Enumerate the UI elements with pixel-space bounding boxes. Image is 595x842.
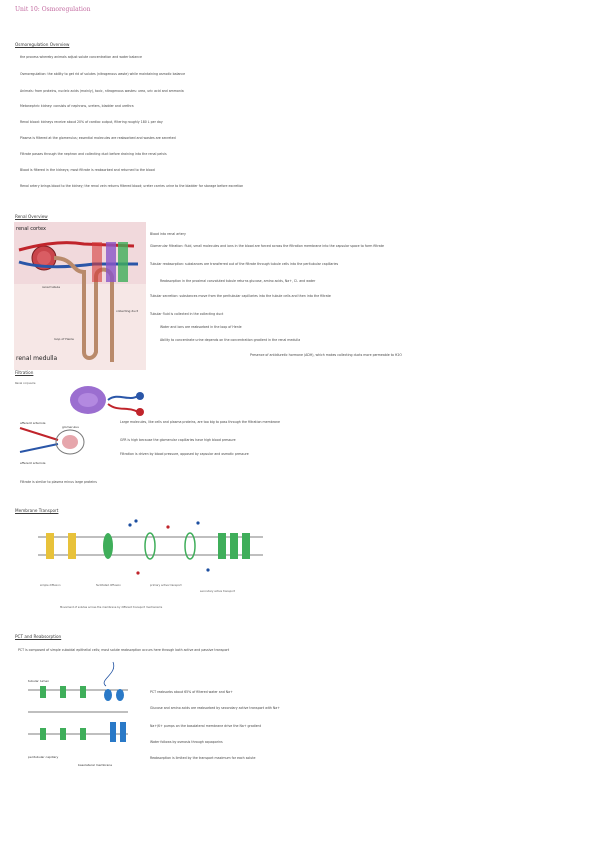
- transport-label: secondary active transport: [200, 590, 235, 593]
- section-heading-renal: Renal Overview: [15, 214, 48, 219]
- basal-label: basolateral membrane: [78, 763, 113, 767]
- pct-point: PCT reabsorbs about 65% of filtered water and Na+: [150, 690, 233, 694]
- text-line: the process whereby animals adjust solute concentration and water balance: [20, 55, 142, 59]
- pct-point: Reabsorption is limited by the transport maximum for each solute: [150, 756, 256, 760]
- renal-point: Glomerular filtration: fluid, small molecules and ions in the blood are forced across the filtration membrane into the capsular space to form filtrate: [150, 244, 384, 248]
- pct-intro: PCT is composed of simple cuboidal epithelial cells; most solute reabsorption occurs here through both active and passive transport: [18, 648, 230, 652]
- text-line: Osmoregulation: the ability to get rid of solutes (nitrogenous waste) while maintaining osmotic balance: [20, 72, 186, 76]
- pct-point: Water follows by osmosis through aquaporins: [150, 740, 223, 744]
- filtration-point: GFR is high because the glomerular capillaries have high blood pressure: [120, 438, 236, 442]
- lumen-label: tubular lumen: [28, 679, 50, 683]
- renal-point: Tubular fluid is collected in the collecting duct: [150, 312, 224, 316]
- pct-diagram: [18, 660, 143, 770]
- text-line: Renal blood: kidneys receive about 20% of cardiac output, filtering roughly 180 L per day: [20, 120, 163, 124]
- tubule-label: renal tubule: [42, 285, 61, 289]
- text-line: Blood is filtered in the kidneys; most filtrate is reabsorbed and returned to the blood: [20, 168, 155, 172]
- renal-cortex-label: renal cortex: [16, 226, 47, 232]
- renal-point: Water and ions are reabsorbed in the loop of Henle: [160, 325, 242, 329]
- capsule-diagram: [18, 418, 108, 468]
- efferent-label: efferent arteriole: [20, 461, 46, 465]
- transport-label: primary active transport: [150, 584, 182, 587]
- renal-point: Blood into renal artery: [150, 232, 186, 236]
- text-line: Metanephric kidney: consists of nephrons, ureters, bladder and urethra: [20, 104, 134, 108]
- capillary-label: peritubular capillary: [28, 755, 59, 759]
- renal-corpuscle-caption: Renal corpuscle: [15, 382, 36, 385]
- text-line: Renal artery brings blood to the kidney; the renal vein returns filtered blood; ureter carries urine to the bladder for storage before excretion: [20, 184, 244, 188]
- transport-label: simple diffusion: [40, 584, 61, 587]
- membrane-transport-diagram: [18, 515, 263, 585]
- page-title: Unit 10: Osmoregulation: [15, 6, 91, 13]
- renal-medulla-label: renal medulla: [16, 355, 58, 362]
- glomerulus-label: glomerulus: [62, 425, 79, 429]
- filtration-point: Filtration is driven by blood pressure, opposed by capsular and osmotic pressure: [120, 452, 249, 456]
- renal-point: Reabsorption in the proximal convoluted tubule returns glucose, amino acids, Na+, Cl- and water: [160, 279, 316, 283]
- transport-label: facilitated diffusion: [96, 584, 121, 587]
- text-line: Plasma is filtered at the glomerulus; essential molecules are reabsorbed and wastes are secreted: [20, 136, 176, 140]
- renal-point: Ability to concentrate urine depends on the concentration gradient in the renal medulla: [160, 338, 301, 342]
- section-heading-membrane: Membrane Transport: [15, 508, 59, 513]
- text-line: Filtrate passes through the nephron and collecting duct before draining into the renal pelvis: [20, 152, 167, 156]
- filtration-point: Large molecules, like cells and plasma proteins, are too big to pass through the filtration membrane: [120, 420, 280, 424]
- text-line: Animals: from proteins, nucleic acids (mainly), toxic, nitrogenous wastes: urea, uric acid and ammonia: [20, 89, 184, 93]
- section-heading-overview: Osmoregulation Overview: [15, 42, 70, 47]
- pct-point: Glucose and amino acids are reabsorbed by secondary active transport with Na+: [150, 706, 280, 710]
- nephron-diagram: [14, 222, 146, 370]
- loop-label: loop of Henle: [54, 337, 74, 341]
- duct-label: collecting duct: [116, 309, 139, 313]
- transport-caption: Movement of solutes across the membrane by different transport mechanisms: [60, 606, 163, 609]
- pct-point: Na+/K+ pumps on the basolateral membrane drive the Na+ gradient: [150, 724, 261, 728]
- section-heading-filtration: Filtration: [15, 370, 34, 375]
- afferent-label: afferent arteriole: [20, 421, 46, 425]
- renal-point: Presence of antidiuretic hormone (ADH), which makes collecting ducts more permeable to H2O: [250, 353, 402, 357]
- filtration-point: Filtrate is similar to plasma minus large proteins: [20, 480, 97, 484]
- renal-point: Tubular secretion: substances move from the peritubular capillaries into the tubule cells and then into the filtrate: [150, 294, 331, 298]
- renal-point: Tubular reabsorption: substances are transferred out of the filtrate through tubule cells into the peritubular capillaries: [150, 262, 339, 266]
- section-heading-pct: PCT and Reabsorption: [15, 634, 62, 639]
